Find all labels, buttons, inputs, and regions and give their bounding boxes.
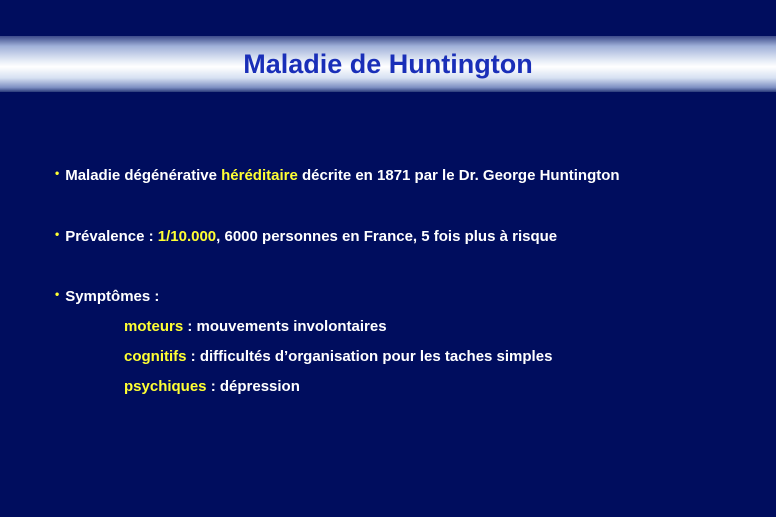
bullet-heredity-prefix: Maladie dégénérative	[65, 167, 222, 184]
bullet-icon: •	[55, 287, 60, 301]
symptom-psychic-text: : dépression	[206, 378, 300, 395]
title-band	[0, 36, 776, 92]
bullet-prevalence-highlight: 1/10.000	[157, 228, 217, 245]
bullet-icon: •	[55, 227, 60, 241]
bullet-prevalence-prefix: Prévalence :	[65, 228, 158, 245]
bullet-heredity-highlight: héréditaire	[221, 167, 298, 184]
symptom-motor-term: moteurs	[124, 318, 184, 335]
bullet-prevalence	[55, 228, 557, 245]
symptom-motor-text: : mouvements involontaires	[183, 318, 387, 335]
symptom-cognitive	[124, 348, 552, 365]
bullet-icon: •	[55, 166, 60, 180]
bullet-heredity-suffix: décrite en 1871 par le Dr. George Huntington	[297, 167, 620, 184]
symptom-cognitive-term: cognitifs	[124, 348, 187, 365]
symptom-psychic-term: psychiques	[124, 378, 207, 395]
symptom-cognitive-text: : difficultés d’organisation pour les taches simples	[186, 348, 553, 365]
slide-title: Maladie de Huntington	[243, 49, 533, 79]
bullet-symptoms	[55, 288, 159, 305]
bullet-heredity	[55, 167, 620, 184]
bullet-prevalence-suffix: , 6000 personnes en France, 5 fois plus à risque	[216, 228, 558, 245]
symptom-psychic	[124, 378, 300, 395]
bullet-symptoms-label: Symptômes :	[65, 288, 160, 305]
symptom-motor	[124, 318, 387, 335]
